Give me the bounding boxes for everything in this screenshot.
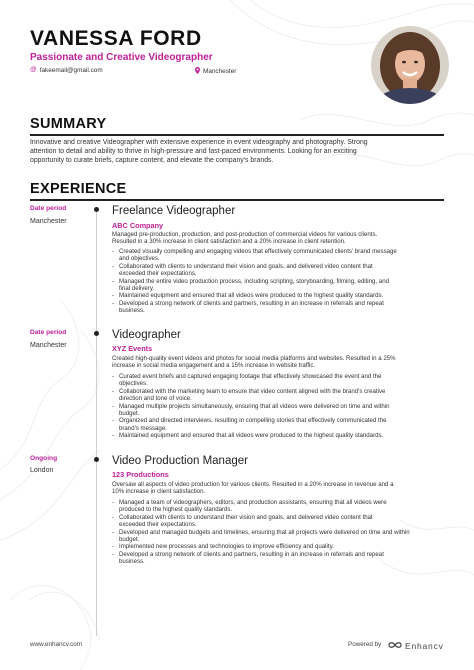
job-date: Ongoing [30, 455, 58, 462]
job-achievements [112, 373, 440, 440]
job-company: XYZ Events [112, 344, 153, 353]
candidate-name: VANESSA FORD [30, 27, 202, 50]
achievement-item: - Developed and managed budgets and timelines, ensuring that all projects were delivered on time and within budget. [112, 529, 440, 544]
job-company: ABC Company [112, 221, 164, 230]
summary-line: opportunity to curate briefs, capture content, and elevate the company's brands. [30, 157, 274, 165]
job-date: Date period [30, 205, 67, 212]
achievement-item: - Collaborated with the marketing team to ensure that video content aligned with the brand's creative direction and tone of voice. [112, 388, 440, 403]
job-location: Manchester [30, 218, 67, 225]
timeline-dot [94, 207, 99, 212]
job-title: Freelance Videographer [112, 205, 236, 217]
achievement-item: - Curated event briefs and captured engaging footage that effectively showcased the event and the objectives. [112, 373, 440, 388]
achievement-item: - Collaborated with clients to understand their vision and goals, and delivered video content that exceeded their expectations. [112, 263, 440, 278]
timeline-line [96, 208, 97, 636]
location-contact [195, 67, 236, 77]
achievement-item: - Developed a strong network of clients and partners, resulting in an increase in referrals and repeat business. [112, 551, 440, 566]
timeline-dot [94, 457, 99, 462]
job-description [112, 231, 440, 246]
achievement-item: - Organized and directed interviews, resulting in compelling stories that effectively communicated the brand's message. [112, 417, 440, 432]
summary-line: attention to detail and ability to thrive in high-pressure and fast-paced environments. Looking for an exciting [30, 148, 357, 156]
email-text[interactable]: fakeemail@gmail.com [39, 67, 103, 74]
job-company: 123 Productions [112, 470, 169, 479]
job-achievements [112, 499, 440, 566]
experience-divider [30, 199, 444, 201]
achievement-item: - Managed multiple projects simultaneously, ensuring that all videos were delivered on time and within budget. [112, 403, 440, 418]
footer-url[interactable]: www.enhancv.com [30, 641, 83, 648]
achievement-item: - Implemented new processes and technologies to improve efficiency and quality. [112, 543, 440, 550]
location-text: Manchester [203, 68, 237, 76]
summary-heading: SUMMARY [30, 116, 107, 132]
achievement-item: - Managed a team of videographers, editors, and production assistants, ensuring that all videos were produced to the highest quality standards. [112, 499, 440, 514]
job-description [112, 481, 440, 496]
job-location: London [30, 467, 54, 474]
enhancv-logo-icon [388, 637, 402, 655]
achievement-item: - Created visually compelling and engaging videos that effectively communicated clients' brand message and objectives. [112, 248, 440, 263]
achievement-item: - Developed a strong network of clients and partners, resulting in an increase in referrals and repeat business. [112, 300, 440, 315]
job-description-line: Created high-quality event videos and photos for social media platforms and websites. Resulted in a 25% [112, 355, 396, 362]
job-description-line: 10% increase in client satisfaction. [112, 488, 206, 496]
summary-text [30, 138, 442, 166]
email-contact [30, 67, 103, 74]
profile-photo [371, 26, 449, 104]
powered-by-label: Powered by [348, 641, 382, 648]
job-date: Date period [30, 329, 67, 336]
job-title: Video Production Manager [112, 455, 248, 467]
job-description-line: increase in social media engagement and a 15% increase in website traffic. [112, 362, 316, 370]
achievement-item: - Managed the entire video production process, including scripting, storyboarding, filming, editing, and final delivery. [112, 278, 440, 293]
timeline-dot [94, 331, 99, 336]
job-title: Videographer [112, 329, 181, 341]
job-achievements [112, 248, 440, 315]
achievement-item: - Collaborated with clients to understand their vision and goals, and delivered video content that exceeded their expectations. [112, 514, 440, 529]
enhancv-logo[interactable] [388, 637, 444, 655]
candidate-headline: Passionate and Creative Videographer [30, 52, 213, 63]
job-location: Manchester [30, 342, 67, 349]
job-description-line: Managed pre-production, production, and post-production of commercial videos for various clients. [112, 231, 378, 238]
map-pin-icon [195, 67, 200, 77]
achievement-item: - Maintained equipment and ensured that all videos were produced to the highest quality standards. [112, 432, 440, 439]
achievement-item: - Maintained equipment and ensured that all videos were produced to the highest quality standards. [112, 292, 440, 299]
at-icon: @ [30, 66, 37, 74]
job-description-line: Oversaw all aspects of video production for various clients. Resulted in a 20% increase in revenue and a [112, 481, 394, 488]
job-description [112, 355, 440, 370]
experience-heading: EXPERIENCE [30, 181, 127, 197]
summary-line: Innovative and creative Videographer with extensive experience in event videography and photography. Strong [30, 139, 368, 146]
job-description-line: Resulted in a 30% increase in client satisfaction and a 20% increase in client retention. [112, 238, 346, 246]
summary-divider [30, 134, 444, 136]
brand-name: Enhancv [405, 641, 444, 651]
